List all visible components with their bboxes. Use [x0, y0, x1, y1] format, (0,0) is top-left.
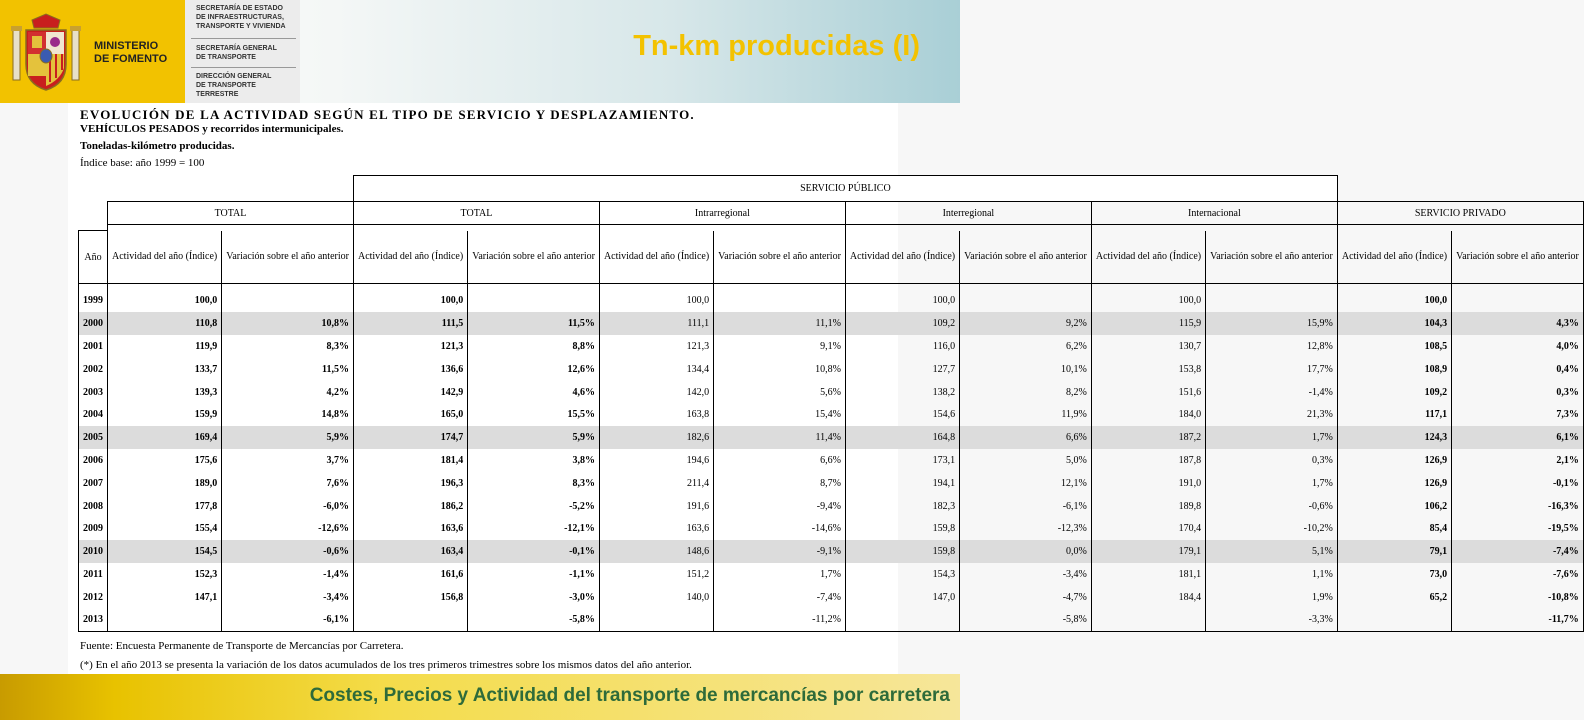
table-row	[79, 449, 1584, 472]
activity-cell: 177,8	[108, 495, 222, 518]
activity-cell: 100,0	[353, 290, 467, 313]
footnote: (*) En el año 2013 se presenta la variación de los datos acumulados de los tres primeros trimestres sobre los mismos datos del año anterior.	[80, 659, 692, 671]
variation-cell: 7,6%	[222, 472, 354, 495]
variation-cell: 9,1%	[714, 335, 846, 358]
activity-cell: 191,0	[1091, 472, 1205, 495]
column-header-actividad: Actividad del año (Índice)	[845, 231, 959, 284]
activity-cell	[353, 609, 467, 632]
activity-cell: 186,2	[353, 495, 467, 518]
table-row	[79, 312, 1584, 335]
variation-cell: 6,2%	[960, 335, 1092, 358]
variation-cell: -5,8%	[960, 609, 1092, 632]
variation-cell: 2,1%	[1452, 449, 1584, 472]
activity-cell: 140,0	[599, 586, 713, 609]
variation-cell: 1,1%	[1206, 563, 1338, 586]
variation-cell: -5,2%	[468, 495, 600, 518]
variation-cell: 12,1%	[960, 472, 1092, 495]
variation-cell: -1,4%	[1206, 381, 1338, 404]
variation-cell: -12,1%	[468, 517, 600, 540]
variation-cell: 8,3%	[222, 335, 354, 358]
activity-cell: 121,3	[599, 335, 713, 358]
activity-cell: 184,0	[1091, 403, 1205, 426]
activity-cell: 65,2	[1337, 586, 1451, 609]
subunit-secretaria-estado: SECRETARÍA DE ESTADO DE INFRAESTRUCTURAS, TRANSPORTE Y VIVIENDA	[196, 5, 286, 30]
activity-cell: 119,9	[108, 335, 222, 358]
variation-cell	[714, 290, 846, 313]
activity-cell: 109,2	[1337, 381, 1451, 404]
source-note: Fuente: Encuesta Permanente de Transporte de Mercancías por Carretera.	[80, 640, 404, 652]
variation-cell: -5,8%	[468, 609, 600, 632]
table-row	[79, 358, 1584, 381]
activity-cell: 151,2	[599, 563, 713, 586]
variation-cell: -3,3%	[1206, 609, 1338, 632]
variation-cell: -0,6%	[1206, 495, 1338, 518]
activity-cell	[1091, 609, 1205, 632]
document-content	[68, 103, 1579, 674]
group-header: SERVICIO PRIVADO	[1337, 202, 1583, 231]
activity-cell: 189,0	[108, 472, 222, 495]
doc-heading: EVOLUCIÓN DE LA ACTIVIDAD SEGÚN EL TIPO DE SERVICIO Y DESPLAZAMIENTO.	[80, 107, 695, 122]
activity-cell: 159,9	[108, 403, 222, 426]
table-row	[79, 381, 1584, 404]
variation-cell	[1452, 290, 1584, 313]
activity-cell: 184,4	[1091, 586, 1205, 609]
activity-cell: 147,0	[845, 586, 959, 609]
activity-cell	[108, 609, 222, 632]
variation-cell: 11,9%	[960, 403, 1092, 426]
variation-cell: 11,5%	[468, 312, 600, 335]
header-servicio-publico: SERVICIO PÚBLICO	[353, 176, 1337, 202]
activity-cell: 152,3	[108, 563, 222, 586]
ministry-name-line1: MINISTERIO	[94, 40, 159, 52]
variation-cell: -1,4%	[222, 563, 354, 586]
variation-cell: 4,2%	[222, 381, 354, 404]
variation-cell: 1,9%	[1206, 586, 1338, 609]
variation-cell: -0,1%	[1452, 472, 1584, 495]
activity-cell: 175,6	[108, 449, 222, 472]
doc-unit: Toneladas-kilómetro producidas.	[80, 140, 235, 152]
table-row	[79, 403, 1584, 426]
activity-cell: 73,0	[1337, 563, 1451, 586]
variation-cell: -12,3%	[960, 517, 1092, 540]
table-row	[79, 426, 1584, 449]
variation-cell: 5,1%	[1206, 540, 1338, 563]
activity-cell	[1337, 609, 1451, 632]
activity-cell: 164,8	[845, 426, 959, 449]
activity-cell: 163,6	[599, 517, 713, 540]
variation-cell	[222, 290, 354, 313]
variation-cell: 4,0%	[1452, 335, 1584, 358]
variation-cell: 14,8%	[222, 403, 354, 426]
activity-cell: 147,1	[108, 586, 222, 609]
table-row	[79, 563, 1584, 586]
activity-cell: 100,0	[1091, 290, 1205, 313]
variation-cell: 10,8%	[222, 312, 354, 335]
variation-cell: -6,1%	[222, 609, 354, 632]
column-header-variacion: Variación sobre el año anterior	[468, 231, 600, 284]
activity-cell: 181,1	[1091, 563, 1205, 586]
ministry-logo	[0, 0, 185, 103]
variation-cell: 11,1%	[714, 312, 846, 335]
activity-cell: 142,0	[599, 381, 713, 404]
year-cell: 2008	[79, 495, 108, 518]
variation-cell	[468, 290, 600, 313]
ministry-name-line2: DE FOMENTO	[94, 53, 168, 65]
variation-cell: 21,3%	[1206, 403, 1338, 426]
activity-cell: 211,4	[599, 472, 713, 495]
activity-cell: 138,2	[845, 381, 959, 404]
subunit-secretaria-general: SECRETARÍA GENERAL DE TRANSPORTE	[196, 45, 277, 61]
variation-cell: -3,4%	[222, 586, 354, 609]
variation-cell: -7,4%	[1452, 540, 1584, 563]
activity-cell: 121,3	[353, 335, 467, 358]
column-header-actividad: Actividad del año (Índice)	[1091, 231, 1205, 284]
variation-cell: 8,3%	[468, 472, 600, 495]
activity-cell: 194,6	[599, 449, 713, 472]
subunit-direccion-general: DIRECCIÓN GENERAL DE TRANSPORTE TERRESTRE	[196, 73, 272, 98]
activity-cell: 156,8	[353, 586, 467, 609]
column-header-variacion: Variación sobre el año anterior	[1206, 231, 1338, 284]
activity-cell: 148,6	[599, 540, 713, 563]
variation-cell: 10,1%	[960, 358, 1092, 381]
year-cell: 2000	[79, 312, 108, 335]
activity-cell: 165,0	[353, 403, 467, 426]
activity-cell: 163,4	[353, 540, 467, 563]
divider	[191, 67, 296, 68]
variation-cell: -3,0%	[468, 586, 600, 609]
table-row	[79, 290, 1584, 313]
year-cell: 2004	[79, 403, 108, 426]
activity-cell: 170,4	[1091, 517, 1205, 540]
variation-cell: -0,1%	[468, 540, 600, 563]
activity-cell: 100,0	[599, 290, 713, 313]
activity-cell: 126,9	[1337, 472, 1451, 495]
table-row	[79, 517, 1584, 540]
variation-cell: 0,3%	[1452, 381, 1584, 404]
activity-cell: 117,1	[1337, 403, 1451, 426]
activity-cell: 130,7	[1091, 335, 1205, 358]
table-row	[79, 586, 1584, 609]
group-header: Intrarregional	[599, 202, 845, 231]
activity-cell: 169,4	[108, 426, 222, 449]
activity-cell: 100,0	[845, 290, 959, 313]
activity-cell: 136,6	[353, 358, 467, 381]
activity-cell: 111,5	[353, 312, 467, 335]
variation-cell: -19,5%	[1452, 517, 1584, 540]
activity-cell: 124,3	[1337, 426, 1451, 449]
doc-base-index: Índice base: año 1999 = 100	[80, 157, 205, 169]
group-header: TOTAL	[108, 202, 354, 231]
variation-cell: 1,7%	[714, 563, 846, 586]
year-cell: 2013	[79, 609, 108, 632]
activity-cell: 189,8	[1091, 495, 1205, 518]
activity-cell: 154,3	[845, 563, 959, 586]
variation-cell: -12,6%	[222, 517, 354, 540]
activity-cell: 187,8	[1091, 449, 1205, 472]
variation-cell: 5,0%	[960, 449, 1092, 472]
variation-cell: 5,6%	[714, 381, 846, 404]
activity-cell: 104,3	[1337, 312, 1451, 335]
column-header-actividad: Actividad del año (Índice)	[353, 231, 467, 284]
variation-cell: 7,3%	[1452, 403, 1584, 426]
slide-footer	[0, 674, 960, 720]
year-cell: 2006	[79, 449, 108, 472]
table-row	[79, 335, 1584, 358]
variation-cell	[1206, 290, 1338, 313]
activity-cell: 154,6	[845, 403, 959, 426]
variation-cell: 15,9%	[1206, 312, 1338, 335]
activity-cell: 126,9	[1337, 449, 1451, 472]
variation-cell: -7,6%	[1452, 563, 1584, 586]
variation-cell: 6,6%	[960, 426, 1092, 449]
year-cell: 2007	[79, 472, 108, 495]
activity-cell: 174,7	[353, 426, 467, 449]
variation-cell: 0,3%	[1206, 449, 1338, 472]
variation-cell: -14,6%	[714, 517, 846, 540]
slide-header	[0, 0, 960, 103]
activity-cell: 155,4	[108, 517, 222, 540]
activity-cell: 110,8	[108, 312, 222, 335]
activity-cell: 154,5	[108, 540, 222, 563]
variation-cell: 3,8%	[468, 449, 600, 472]
variation-cell: -1,1%	[468, 563, 600, 586]
column-header-anio: Año	[79, 231, 108, 284]
variation-cell: -10,2%	[1206, 517, 1338, 540]
variation-cell: 17,7%	[1206, 358, 1338, 381]
activity-cell: 194,1	[845, 472, 959, 495]
activity-cell: 111,1	[599, 312, 713, 335]
activity-cell: 179,1	[1091, 540, 1205, 563]
activity-cell: 100,0	[108, 290, 222, 313]
variation-cell: -10,8%	[1452, 586, 1584, 609]
variation-cell: 0,0%	[960, 540, 1092, 563]
variation-cell	[960, 290, 1092, 313]
variation-cell: 10,8%	[714, 358, 846, 381]
variation-cell: 6,1%	[1452, 426, 1584, 449]
activity-cell: 182,3	[845, 495, 959, 518]
variation-cell: 8,7%	[714, 472, 846, 495]
activity-cell: 106,2	[1337, 495, 1451, 518]
activity-cell: 182,6	[599, 426, 713, 449]
variation-cell: 3,7%	[222, 449, 354, 472]
variation-cell: -3,4%	[960, 563, 1092, 586]
activity-cell: 127,7	[845, 358, 959, 381]
variation-cell: 8,2%	[960, 381, 1092, 404]
column-header-actividad: Actividad del año (Índice)	[108, 231, 222, 284]
variation-cell: -0,6%	[222, 540, 354, 563]
variation-cell: 15,4%	[714, 403, 846, 426]
column-header-variacion: Variación sobre el año anterior	[714, 231, 846, 284]
year-cell: 2012	[79, 586, 108, 609]
variation-cell: -6,0%	[222, 495, 354, 518]
variation-cell: -11,7%	[1452, 609, 1584, 632]
activity-cell: 134,4	[599, 358, 713, 381]
activity-cell: 163,8	[599, 403, 713, 426]
year-cell: 1999	[79, 290, 108, 313]
activity-cell: 181,4	[353, 449, 467, 472]
variation-cell: -11,2%	[714, 609, 846, 632]
variation-cell: -16,3%	[1452, 495, 1584, 518]
activity-cell: 100,0	[1337, 290, 1451, 313]
year-cell: 2009	[79, 517, 108, 540]
column-header-actividad: Actividad del año (Índice)	[599, 231, 713, 284]
variation-cell: 12,8%	[1206, 335, 1338, 358]
activity-cell: 79,1	[1337, 540, 1451, 563]
variation-cell: 1,7%	[1206, 426, 1338, 449]
variation-cell: 4,3%	[1452, 312, 1584, 335]
coat-of-arms-icon	[10, 12, 82, 92]
activity-table	[78, 175, 1584, 632]
slide-title: Tn-km producidas (I)	[633, 30, 920, 62]
group-header: Interregional	[845, 202, 1091, 231]
activity-cell: 173,1	[845, 449, 959, 472]
activity-cell: 159,8	[845, 517, 959, 540]
doc-subheading: VEHÍCULOS PESADOS y recorridos intermunicipales.	[80, 123, 344, 135]
activity-cell: 85,4	[1337, 517, 1451, 540]
group-header: TOTAL	[353, 202, 599, 231]
activity-cell: 151,6	[1091, 381, 1205, 404]
footer-text: Costes, Precios y Actividad del transporte de mercancías por carretera	[309, 685, 950, 706]
variation-cell: 11,5%	[222, 358, 354, 381]
year-cell: 2005	[79, 426, 108, 449]
table-row	[79, 609, 1584, 632]
activity-cell: 191,6	[599, 495, 713, 518]
activity-cell	[599, 609, 713, 632]
variation-cell: -4,7%	[960, 586, 1092, 609]
variation-cell: -6,1%	[960, 495, 1092, 518]
variation-cell: -7,4%	[714, 586, 846, 609]
year-cell: 2002	[79, 358, 108, 381]
variation-cell: 5,9%	[468, 426, 600, 449]
activity-cell: 116,0	[845, 335, 959, 358]
activity-cell: 139,3	[108, 381, 222, 404]
table-row	[79, 495, 1584, 518]
column-header-variacion: Variación sobre el año anterior	[960, 231, 1092, 284]
variation-cell: 12,6%	[468, 358, 600, 381]
variation-cell: 5,9%	[222, 426, 354, 449]
table-row	[79, 472, 1584, 495]
year-cell: 2010	[79, 540, 108, 563]
variation-cell: 0,4%	[1452, 358, 1584, 381]
variation-cell: -9,4%	[714, 495, 846, 518]
activity-cell: 187,2	[1091, 426, 1205, 449]
activity-cell: 108,5	[1337, 335, 1451, 358]
variation-cell: 4,6%	[468, 381, 600, 404]
variation-cell: 9,2%	[960, 312, 1092, 335]
variation-cell: 15,5%	[468, 403, 600, 426]
activity-cell: 163,6	[353, 517, 467, 540]
group-header: Internacional	[1091, 202, 1337, 231]
activity-cell: 109,2	[845, 312, 959, 335]
divider	[191, 38, 296, 39]
column-header-variacion: Variación sobre el año anterior	[222, 231, 354, 284]
variation-cell: 1,7%	[1206, 472, 1338, 495]
variation-cell: 11,4%	[714, 426, 846, 449]
table-row	[79, 540, 1584, 563]
variation-cell: 6,6%	[714, 449, 846, 472]
activity-cell: 159,8	[845, 540, 959, 563]
variation-cell: -9,1%	[714, 540, 846, 563]
activity-cell: 153,8	[1091, 358, 1205, 381]
activity-cell: 196,3	[353, 472, 467, 495]
activity-cell: 142,9	[353, 381, 467, 404]
year-cell: 2003	[79, 381, 108, 404]
activity-cell: 108,9	[1337, 358, 1451, 381]
year-cell: 2001	[79, 335, 108, 358]
year-cell: 2011	[79, 563, 108, 586]
activity-cell: 133,7	[108, 358, 222, 381]
activity-cell: 115,9	[1091, 312, 1205, 335]
activity-cell: 161,6	[353, 563, 467, 586]
variation-cell: 8,8%	[468, 335, 600, 358]
column-header-variacion: Variación sobre el año anterior	[1452, 231, 1584, 284]
activity-cell	[845, 609, 959, 632]
column-header-actividad: Actividad del año (Índice)	[1337, 231, 1451, 284]
